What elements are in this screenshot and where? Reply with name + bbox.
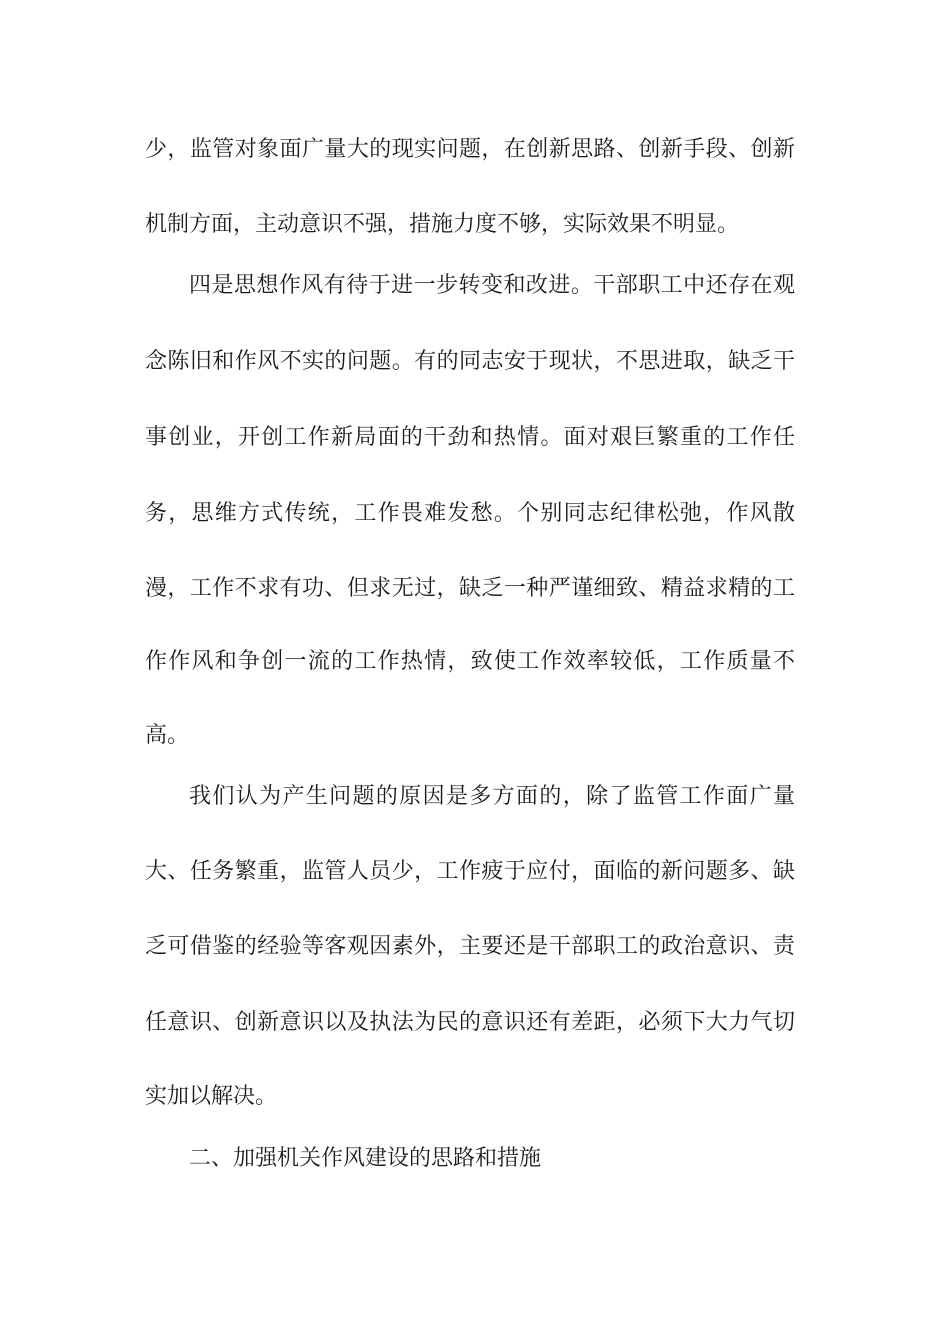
- text-line: 乏可借鉴的经验等客观因素外，主要还是干部职工的政治意识、责: [145, 934, 795, 959]
- text-line: 少，监管对象面广量大的现实问题，在创新思路、创新手段、创新: [145, 137, 795, 162]
- text-line: 念陈旧和作风不实的问题。有的同志安于现状，不思进取，缺乏干: [145, 349, 795, 374]
- text-line: 高。: [145, 723, 190, 748]
- text-line: 事创业，开创工作新局面的干劲和热情。面对艰巨繁重的工作任: [145, 425, 795, 450]
- text-line: 实加以解决。: [145, 1084, 278, 1109]
- text-line: 务，思维方式传统，工作畏难发愁。个别同志纪律松弛，作风散: [145, 501, 795, 526]
- section-heading: 二、加强机关作风建设的思路和措施: [189, 1146, 542, 1171]
- text-line: 大、任务繁重，监管人员少，工作疲于应付，面临的新问题多、缺: [145, 859, 795, 884]
- text-line: 我们认为产生问题的原因是多方面的，除了监管工作面广量: [189, 784, 795, 809]
- text-line: 作作风和争创一流的工作热情，致使工作效率较低，工作质量不: [145, 649, 795, 674]
- text-line: 机制方面，主动意识不强，措施力度不够，实际效果不明显。: [145, 212, 740, 237]
- text-line: 漫，工作不求有功、但求无过，缺乏一种严谨细致、精益求精的工: [145, 576, 795, 601]
- text-line: 任意识、创新意识以及执法为民的意识还有差距，必须下大力气切: [145, 1010, 795, 1035]
- text-line: 四是思想作风有待于进一步转变和改进。干部职工中还存在观: [189, 273, 795, 298]
